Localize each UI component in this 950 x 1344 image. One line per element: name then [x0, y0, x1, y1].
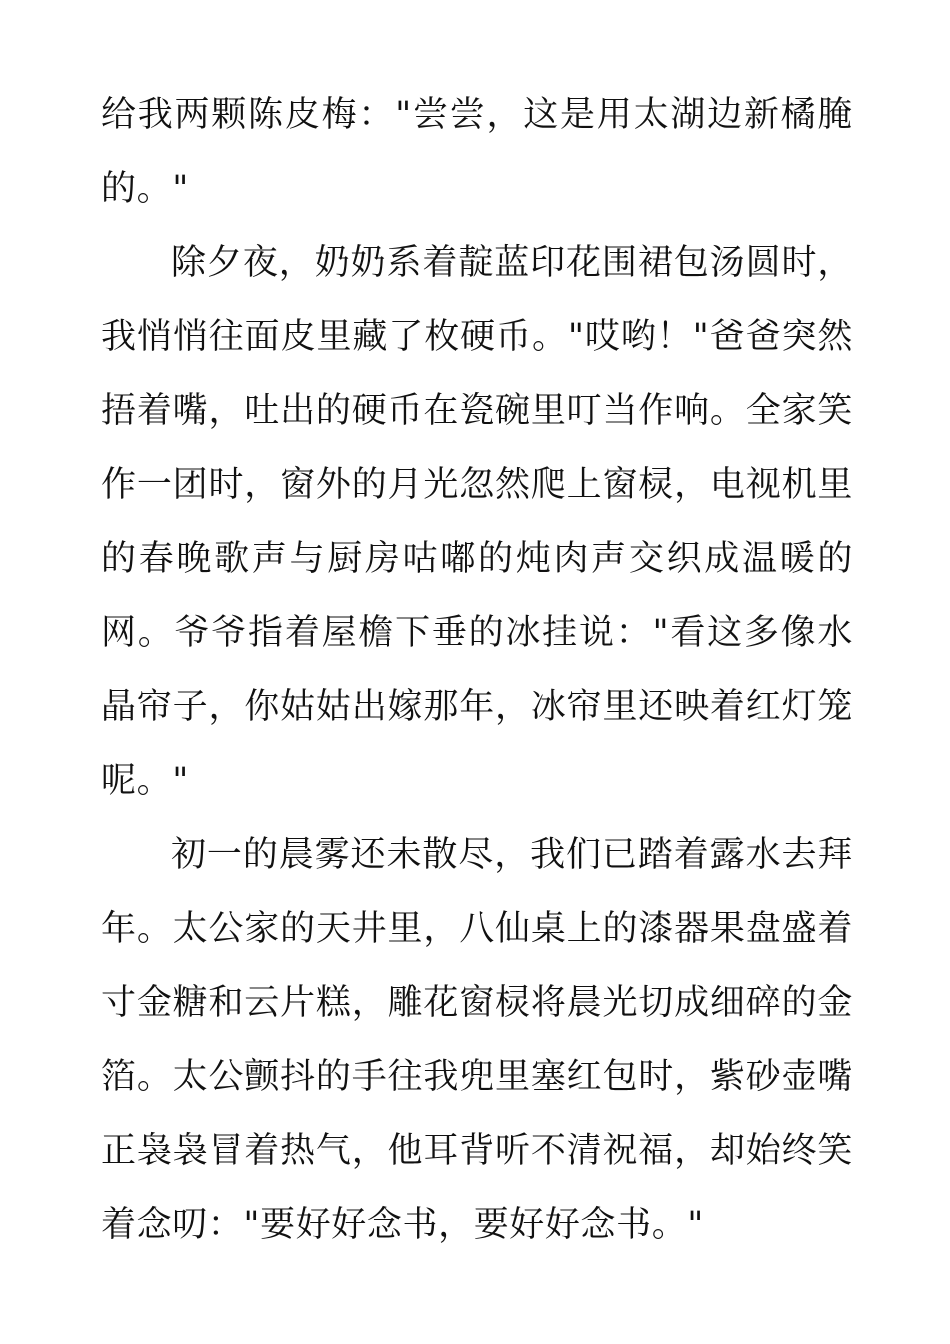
paragraph-new-year-visit: 初一的晨雾还未散尽，我们已踏着露水去拜年。太公家的天井里，八仙桌上的漆器果盘盛着寸金糖和云片糕，雕花窗棂将晨光切成细碎的金箔。太公颤抖的手往我兜里塞红包时，紫砂壶嘴正袅袅冒着热气，他耳背听不清祝福，却始终笑着念叨："要好好念书，要好好念书。" [101, 835, 853, 1245]
paragraph-new-year-eve: 除夕夜，奶奶系着靛蓝印花围裙包汤圆时，我悄悄往面皮里藏了枚硬币。"哎哟！"爸爸突然捂着嘴，吐出的硬币在瓷碗里叮当作响。全家笑作一团时，窗外的月光忽然爬上窗棂，电视机里的春晚歌声与厨房咕嘟的炖肉声交织成温暖的网。爷爷指着屋檐下垂的冰挂说："看这多像水晶帘子，你姑姑出嫁那年，冰帘里还映着红灯笼呢。" [101, 243, 853, 801]
body-text [101, 78, 853, 1262]
paragraph-continuation: 给我两颗陈皮梅："尝尝，这是用太湖边新橘腌的。" [101, 95, 853, 209]
